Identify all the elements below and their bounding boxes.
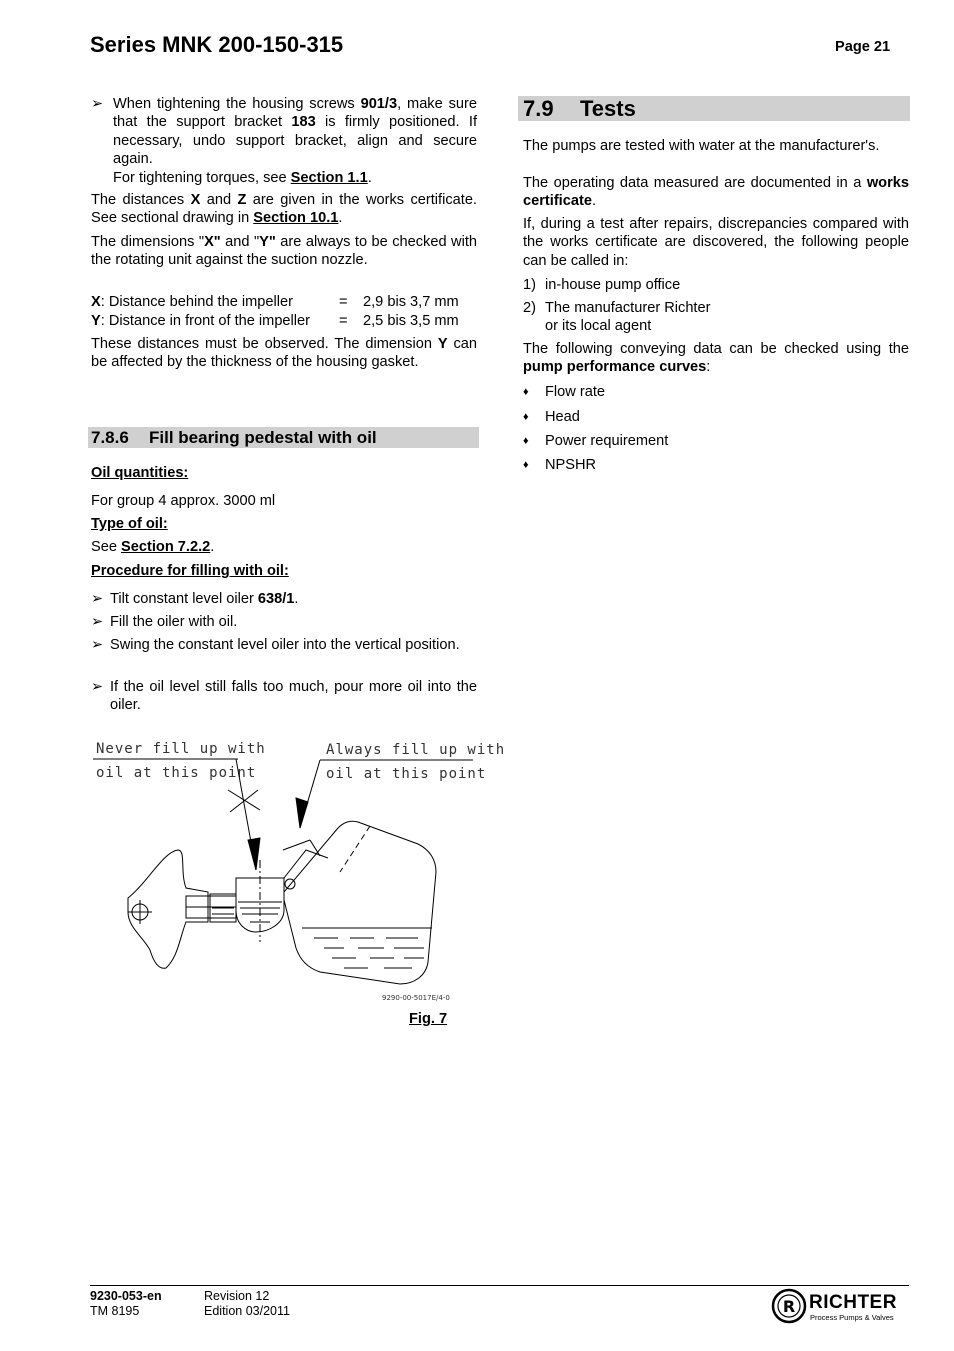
- page-number: Page 21: [835, 39, 891, 55]
- step-item: ➢ If the oil level still falls too much, pour more oil into the oiler.: [91, 679, 477, 714]
- diamond-bullet-icon: ♦: [523, 386, 529, 398]
- svg-text:R: R: [782, 1297, 796, 1316]
- always-label-line-2: oil at this point: [326, 766, 487, 782]
- section-10-1-link[interactable]: Section 10.1: [253, 210, 339, 227]
- revision: Revision 12: [204, 1289, 270, 1303]
- x-distance-row: X: Distance behind the impeller = 2,9 bis 3,7 mm: [91, 294, 459, 310]
- bullet-marker: ➢: [91, 591, 104, 607]
- section-title: Fill bearing pedestal with oil: [149, 428, 377, 447]
- diamond-bullet-icon: ♦: [523, 459, 529, 471]
- tightening-bullet: [91, 95, 477, 195]
- always-label-line-1: Always fill up with: [326, 742, 506, 758]
- bullet-text: When tightening the housing screws 901/3, make sure that the support bracket 183 is firmly positioned. If necessary, undo support bracket, align and secure again. For tightening torques, see Section 1.1.: [113, 96, 477, 186]
- y-distance-row: Y: Distance in front of the impeller = 2,5 bis 3,5 mm: [91, 313, 459, 329]
- figure-caption: Fig. 7: [409, 1011, 448, 1027]
- section-heading-7-9: [518, 96, 910, 121]
- procedure-label: Procedure for filling with oil:: [91, 563, 289, 579]
- edition: Edition 03/2011: [204, 1304, 290, 1318]
- tests-paragraph-2: The operating data measured are documented in a works certificate.: [523, 175, 909, 210]
- bullet-marker: ➢: [91, 679, 104, 695]
- oiler-figure: [88, 732, 506, 1004]
- richter-logo-icon: [771, 1288, 807, 1324]
- bullet-marker: ➢: [91, 614, 104, 630]
- distances-paragraph: The distances X and Z are given in the works certificate. See sectional drawing in Section 10.1.: [91, 192, 477, 227]
- step-item: ➢ Tilt constant level oiler 638/1.: [91, 591, 299, 607]
- section-7-2-2-link[interactable]: Section 7.2.2: [121, 539, 211, 555]
- check-item: ♦ Head: [523, 409, 580, 425]
- section-heading-7-8-6: [88, 427, 479, 448]
- observe-paragraph: These distances must be observed. The dimension Y can be affected by the thickness of the housing gasket.: [91, 336, 477, 371]
- check-item: ♦ NPSHR: [523, 457, 597, 473]
- oil-quantities-text: For group 4 approx. 3000 ml: [91, 493, 276, 509]
- tm-number: TM 8195: [90, 1304, 140, 1318]
- richter-logo: [771, 1288, 909, 1326]
- footer-rule: [90, 1285, 909, 1286]
- tests-paragraph-1: The pumps are tested with water at the manufacturer's.: [523, 138, 880, 154]
- oil-quantities-label: Oil quantities:: [91, 465, 189, 481]
- diamond-bullet-icon: ♦: [523, 435, 529, 447]
- bullet-marker: ➢: [91, 96, 104, 112]
- document-number: 9230-053-en: [90, 1289, 162, 1303]
- dimensions-paragraph: The dimensions "X" and "Y" are always to be checked with the rotating unit against the suction nozzle.: [91, 234, 477, 269]
- never-label-line-1: Never fill up with: [96, 741, 266, 757]
- section-number: 7.8.6: [91, 428, 129, 447]
- torque-reference: For tightening torques, see Section 1.1.: [113, 169, 372, 186]
- drawing-number: 9290-00-5017E/4-0: [382, 994, 450, 1002]
- contact-item: 1) in-house pump office: [523, 277, 681, 293]
- type-of-oil-label: Type of oil:: [91, 516, 168, 532]
- section-title: Tests: [580, 96, 636, 121]
- document-title: Series MNK 200-150-315: [90, 32, 344, 57]
- check-item: ♦ Flow rate: [523, 384, 606, 400]
- type-of-oil-text: See Section 7.2.2.: [91, 539, 215, 555]
- tests-paragraph-4: The following conveying data can be checked using the pump performance curves:: [523, 341, 909, 376]
- tests-paragraph-3: If, during a test after repairs, discrepancies compared with the works certificate are discovered, the following people can be called in:: [523, 216, 909, 269]
- never-label-line-2: oil at this point: [96, 765, 257, 781]
- logo-name: RICHTER: [809, 1292, 897, 1313]
- contact-item: 2) The manufacturer Richter or its local agent: [523, 300, 711, 334]
- section-number: 7.9: [523, 96, 554, 121]
- check-item: ♦ Power requirement: [523, 433, 669, 449]
- step-item: ➢ Fill the oiler with oil.: [91, 614, 238, 630]
- section-1-1-link[interactable]: Section 1.1: [290, 169, 368, 186]
- logo-tagline: Process Pumps & Valves: [810, 1313, 894, 1322]
- step-item: ➢ Swing the constant level oiler into the vertical position.: [91, 637, 460, 653]
- bullet-marker: ➢: [91, 637, 104, 653]
- diamond-bullet-icon: ♦: [523, 411, 529, 423]
